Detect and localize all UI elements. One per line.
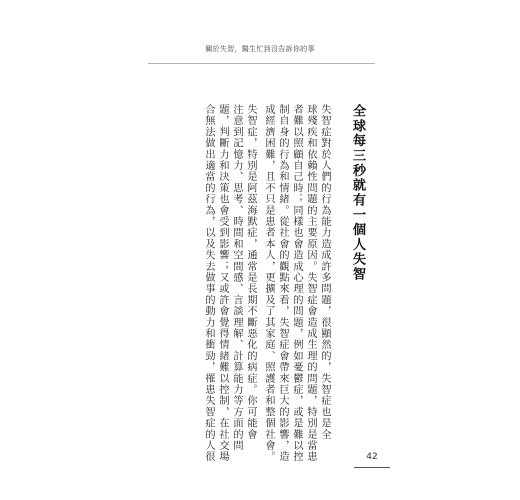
text-column: 注意到記憶力、思考、時間和空間感、言談理解、計算能力等方面的問 (231, 104, 242, 452)
header-rule (148, 63, 375, 64)
text-column: 合無法做出適當的行為，以及失去做事的動力和衝勁，罹患失智症的人很 (203, 104, 214, 463)
text-column: 失智症，特別是阿茲海默症，通常是長期不斷惡化的病症。你可能會 (245, 104, 256, 440)
text-column: 者難以照顧自己時；同樣也會造成心理的問題，例如憂鬱症，或是難以控 (291, 104, 302, 463)
text-column: 制自身的行為和情緒。從社會的觀點來看，失智症會帶來巨大的影響，造 (277, 104, 288, 463)
text-column: 成經濟困難，且不只是患者本人，更擴及了其家庭、照護者和整個社會。 (263, 104, 274, 463)
text-column: 球殘疾和依賴性問題的主要原因。失智症會造成生理的問題，特別是當患 (305, 104, 316, 463)
page-number: 42 (366, 452, 378, 462)
text-column: 失智症對於人們的行為能力造成許多問題，很顯然的，失智症也是全 (319, 104, 330, 440)
section-title: 全球每三秒就有一個人失智 (350, 104, 365, 282)
page-number-rule (354, 467, 390, 468)
running-header: 關於失智，醫生忙到沒告訴你的事 (205, 45, 315, 53)
vertical-text-body (203, 104, 365, 463)
text-column: 題，判斷力和決策也會受到影響；又或許會覺得情緒難以控制，在社交場 (217, 104, 228, 463)
